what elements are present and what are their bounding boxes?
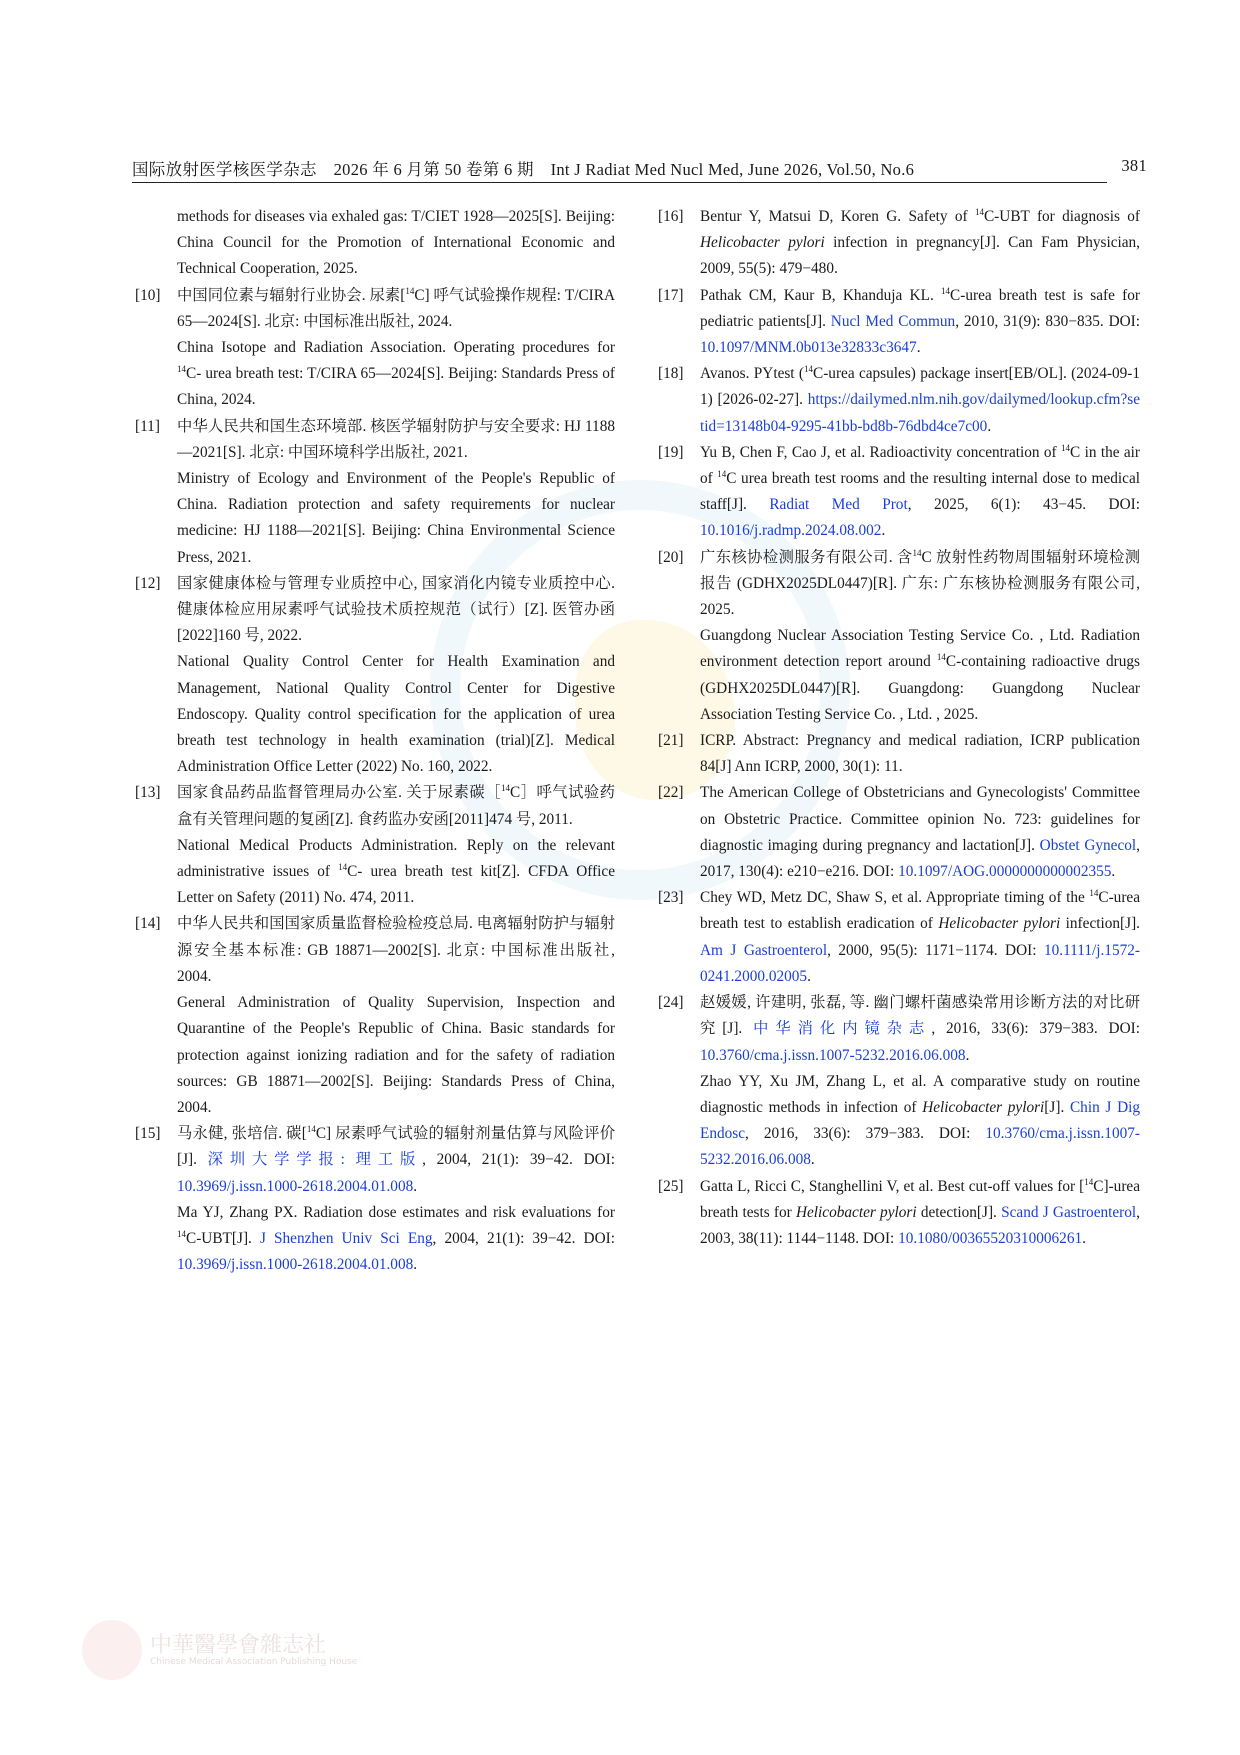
doi-link[interactable]: 10.1111/j.1572-0241.2000.02005 — [700, 941, 1140, 985]
reference-number: [24] — [658, 994, 684, 1012]
text-run: Pathak CM, Kaur B, Khanduja KL. — [700, 286, 942, 304]
reference-18 — [658, 361, 1140, 440]
reference-text-cn — [177, 283, 615, 335]
text-run: 马永健, 张培信. 碳[ — [177, 1125, 307, 1143]
isotope-superscript: 14 — [1061, 442, 1071, 453]
reference-text: Gatta L, Ricci C, Stanghellini V, et al. Best cut-off values for [$^{14}$C]-urea breath tests for Helicobacter pylori detection[J]. Scand J Gastroenterol, 2003, 38(11): 1144−1148. DOI: 10.1080/00365520310006261. — [700, 1176, 1140, 1247]
text-run: C]-urea breath tests for — [700, 1177, 1140, 1221]
text-run: Zhao YY, Xu JM, Zhang L, et al. A comparative study on routine diagnostic methods in infection of — [700, 1072, 1140, 1116]
url-link[interactable]: https://dailymed.nlm.nih.gov/dailymed/lookup.cfm?setid=13148b04-9295-41bb-bd8b-76dbd4ce7c00 — [700, 391, 1140, 435]
text-run: , 2004, 21(1): 39−42. DOI: — [432, 1229, 615, 1247]
isotope-superscript: 14 — [1084, 1176, 1094, 1187]
doi-link[interactable]: 10.3760/cma.j.issn.1007-5232.2016.06.008 — [700, 1046, 966, 1064]
text-run: [J]. — [1044, 1098, 1070, 1116]
reference-text-cn: 马永健, 张培信. 碳[$^{14}$C] 尿素呼气试验的辐射剂量估算与风险评价[J]. 深圳大学学报: 理工版, 2004, 21(1): 39−42. DOI: 10.3969/j.issn.1000-2618.2004.01.008. — [177, 1124, 616, 1195]
journal-link[interactable]: Obstet Gynecol — [1039, 836, 1137, 854]
reference-number: [23] — [658, 889, 684, 907]
reference-number: [14] — [135, 915, 161, 933]
isotope-superscript: 14 — [405, 285, 415, 296]
text-run: National Medical Products Administration. Reply on the relevant administrative issues of — [177, 836, 615, 881]
text-run: Helicobacter pylori — [938, 915, 1061, 933]
text-run: Guangdong Nuclear Association Testing Service Co. , Ltd. Radiation environment detection report around — [700, 627, 1140, 671]
publisher-logo — [82, 1620, 142, 1680]
reference-text-en: General Administration of Quality Supervision, Inspection and Quarantine of the People's Republic of China. Basic standards for protection against ionizing radiation and for the safety of radiation sources: GB 18871—2002[S]. Beijing: Standards Press of China, 2004. — [177, 994, 615, 1116]
doi-link[interactable]: 10.1097/AOG.0000000000002355 — [898, 863, 1112, 881]
reference-number: [20] — [658, 548, 684, 566]
text-run: , 2016, 33(6): 379−383. DOI: — [745, 1125, 986, 1143]
text-run: C-urea breath test is safe for pediatric patients[J]. — [700, 286, 1141, 330]
reference-number: [18] — [658, 365, 684, 383]
reference-number: [25] — [658, 1177, 684, 1195]
text-run: C urea breath test rooms and the resulting internal dose to medical staff[J]. — [700, 470, 1140, 514]
text-run: C- urea breath test: T/CIRA 65—2024[S]. Beijing: Standards Press of China, 2024. — [177, 365, 615, 409]
text-run: Helicobacter pylori — [795, 1203, 917, 1221]
text-run: Gatta L, Ricci C, Stanghellini V, et al. Best cut-off values for [ — [700, 1177, 1085, 1195]
isotope-superscript: 14 — [306, 1124, 316, 1135]
isotope-superscript: 14 — [912, 547, 922, 558]
text-run: C] 尿素呼气试验的辐射剂量估算与风险评价[J]. — [177, 1125, 615, 1169]
reference-number: [16] — [658, 208, 684, 225]
reference-text-en: Zhao YY, Xu JM, Zhang L, et al. A comparative study on routine diagnostic methods in infection of Helicobacter pylori[J]. Chin J Dig Endosc, 2016, 33(6): 379−383. DOI: 10.3760/cma.j.issn.1007-5232.2016.06.008. — [700, 1072, 1141, 1169]
reference-14 — [135, 911, 615, 1121]
reference-text-en — [177, 833, 615, 912]
doi-link[interactable]: 10.1097/MNM.0b013e32833c3647 — [700, 339, 917, 357]
reference-19 — [658, 440, 1140, 545]
isotope-superscript: 14 — [804, 364, 813, 375]
text-run: C 放射性药物周围辐射环境检测报告 (GDHX2025DL0447)[R]. 广东: 广东核协检测服务有限公司, 2025. — [700, 548, 1141, 619]
left-column — [135, 204, 616, 1278]
text-run: infection in pregnancy[J]. Can Fam Physician, 2009, 55(5): 479−480. — [700, 234, 1141, 278]
text-run: Helicobacter pylori — [922, 1098, 1045, 1116]
reference-23 — [658, 885, 1140, 990]
text-run: , 2000, 95(5): 1171−1174. DOI: — [827, 941, 1044, 959]
reference-text-cn: 中华人民共和国国家质量监督检验检疫总局. 电离辐射防护与辐射源安全基本标准: GB 18871—2002[S]. 北京: 中国标准出版社, 2004. — [177, 915, 615, 985]
journal-link[interactable]: Radiat Med Prot — [769, 496, 908, 514]
reference-text-cn: 赵媛媛, 许建明, 张磊, 等. 幽门螺杆菌感染常用诊断方法的对比研究[J]. 中华消化内镜杂志, 2016, 33(6): 379−383. DOI: 10.3760/cma.j.issn.1007-5232.2016.06.008. — [700, 994, 1140, 1064]
text-run: Avanos. PYtest ( — [700, 365, 804, 383]
reference-number: [15] — [135, 1125, 161, 1143]
reference-text: The American College of Obstetricians and Gynecologists' Committee on Obstetric Practice. Committee opinion No. 723: guidelines for diagnostic imaging during pregnancy and lactation[J]. Obstet Gynecol, 2017, 130(4): e210−e216. DOI: 10.1097/AOG.0000000000002355. — [700, 784, 1140, 881]
text-run: C-UBT[J]. — [186, 1229, 260, 1247]
reference-number: [12] — [135, 574, 161, 592]
isotope-superscript: 14 — [177, 364, 186, 375]
journal-link[interactable]: Nucl Med Commun — [830, 312, 956, 330]
text-run: infection[J]. — [1060, 915, 1140, 933]
reference-number: [21] — [658, 732, 684, 750]
text-run: , 2004, 21(1): 39−42. DOI: — [422, 1151, 616, 1169]
reference-text: Yu B, Chen F, Cao J, et al. Radioactivity concentration of $^{14}$C in the air of $^{14}$C urea breath test rooms and the resulting internal dose to medical staff[J]. Radiat Med Prot, 2025, 6(1): 43−45. DOI: 10.1016/j.radmp.2024.08.002. — [700, 442, 1140, 540]
doi-link[interactable]: 10.1016/j.radmp.2024.08.002 — [700, 522, 882, 540]
text-run: C-urea capsules) package insert[EB/OL]. (2024-09-11) [2026-02-27]. — [700, 365, 1140, 409]
isotope-superscript: 14 — [717, 469, 727, 480]
reference-text: Avanos. PYtest ($^{14}$C-urea capsules) package insert[EB/OL]. (2024-09-11) [2026-02-27]. https://dailymed.nlm.nih.gov/dailymed/lookup.cfm?setid=13148b04-9295-41bb-bd8b-76dbd4ce7c00. — [700, 364, 1140, 435]
reference-9-continued — [177, 204, 615, 283]
text-run: Bentur Y, Matsui D, Koren G. Safety of — [700, 208, 975, 225]
publisher-name: 中華醫學會雜志社 — [150, 1633, 327, 1658]
text-run: , 2025, 6(1): 43−45. DOI: — [907, 496, 1140, 514]
text-run: C- urea breath test kit[Z]. CFDA Office Letter on Safety (2011) No. 474, 2011. — [177, 863, 615, 907]
reference-10 — [135, 283, 615, 414]
text-run: C-UBT for diagnosis of — [983, 208, 1140, 225]
text-run: C in the air of — [700, 443, 1140, 488]
text-run: Helicobacter pylori — [700, 234, 825, 252]
reference-15 — [135, 1121, 616, 1278]
text-run: , 2017, 130(4): e210−e216. DOI: — [700, 836, 1140, 881]
reference-text-en — [700, 623, 1140, 728]
text-run: Yu B, Chen F, Cao J, et al. Radioactivity concentration of — [700, 443, 1062, 461]
reference-number: [22] — [658, 784, 684, 802]
text-run: The American College of Obstetricians and Gynecologists' Committee on Obstetric Practice. Committee opinion No. 723: guidelines for diagnostic imaging during pregnancy and lactation[J]. — [700, 784, 1140, 854]
reference-17 — [658, 283, 1141, 362]
reference-number: [11] — [135, 417, 160, 435]
reference-text-en — [177, 335, 615, 414]
reference-text: methods for diseases via exhaled gas: T/CIET 1928—2025[S]. Beijing: China Council for the Promotion of International Economic and Technical Cooperation, 2025. — [177, 208, 615, 278]
reference-number: [19] — [658, 443, 684, 461]
page-number: 381 — [1121, 156, 1147, 175]
isotope-superscript: 14 — [1089, 888, 1099, 899]
text-run: Ma YJ, Zhang PX. Radiation dose estimates and risk evaluations for — [177, 1203, 615, 1221]
doi-link[interactable]: 10.3969/j.issn.1000-2618.2004.01.008 — [177, 1256, 414, 1274]
isotope-superscript: 14 — [338, 862, 348, 873]
journal-line: 国际放射医学核医学杂志 2026 年 6 月第 50 卷第 6 期 Int J Radiat Med Nucl Med, June 2026, Vol.50, No.6 — [132, 160, 915, 179]
reference-11 — [135, 414, 615, 571]
reference-text-en: Ma YJ, Zhang PX. Radiation dose estimates and risk evaluations for $^{14}$C-UBT[J]. J Shenzhen Univ Sci Eng, 2004, 21(1): 39−42. DOI: 10.3969/j.issn.1000-2618.2004.01.008. — [177, 1203, 615, 1274]
right-column — [658, 204, 1141, 1252]
text-run: , 2003, 38(11): 1144−1148. DOI: — [700, 1203, 1140, 1247]
text-run: Chey WD, Metz DC, Shaw S, et al. Appropriate timing of the — [700, 889, 1090, 907]
text-run: 国家食品药品监督管理局办公室. 关于尿素碳［ — [177, 784, 502, 802]
reference-16 — [658, 204, 1141, 283]
text-run: 中国同位素与辐射行业协会. 尿素[ — [177, 286, 406, 304]
isotope-superscript: 14 — [974, 207, 984, 217]
reference-text-cn: 国家健康体检与管理专业质控中心, 国家消化内镜专业质控中心. 健康体检应用尿素呼气试验技术质控规范（试行）[Z]. 医管办函[2022]160 号, 2022. — [177, 574, 615, 645]
text-run: , 2016, 33(6): 379−383. DOI: — [931, 1020, 1140, 1038]
reference-text — [700, 204, 1140, 283]
doi-link[interactable]: 10.3969/j.issn.1000-2618.2004.01.008 — [177, 1177, 414, 1195]
text-run: C-urea breath test to establish eradication of — [700, 889, 1140, 933]
isotope-superscript: 14 — [936, 652, 946, 663]
text-run: detection[J]. — [916, 1203, 1002, 1221]
reference-number: [10] — [135, 286, 161, 304]
isotope-superscript: 14 — [501, 783, 511, 794]
journal-link[interactable]: J Shenzhen Univ Sci Eng — [259, 1229, 433, 1247]
text-run: C-containing radioactive drugs (GDHX2025DL0447)[R]. Guangdong: Guangdong Nuclear Association Testing Service Co. , Ltd. , 2025. — [700, 653, 1140, 723]
reference-text-cn — [177, 780, 615, 832]
text-run: C] 呼气试验操作规程: T/CIRA 65—2024[S]. 北京: 中国标准出版社, 2024. — [177, 286, 615, 330]
journal-link[interactable]: Am J Gastroenterol — [700, 941, 828, 959]
text-run: 广东核协检测服务有限公司. 含 — [700, 548, 913, 566]
reference-24 — [658, 990, 1141, 1173]
reference-text: ICRP. Abstract: Pregnancy and medical radiation, ICRP publication 84[J] Ann ICRP, 2000, 30(1): 11. — [700, 732, 1140, 776]
doi-link[interactable]: 10.1080/00365520310006261 — [898, 1229, 1083, 1247]
reference-22 — [658, 780, 1140, 885]
reference-text-en: Ministry of Ecology and Environment of the People's Republic of China. Radiation protection and safety requirements for nuclear medicine: HJ 1188—2021[S]. Beijing: China Environmental Science Press, 2021. — [177, 470, 615, 566]
publisher-name-en: Chinese Medical Association Publishing House — [150, 1657, 358, 1667]
journal-link[interactable]: Chin J Dig Endosc — [700, 1098, 1141, 1143]
text-run: , 2010, 31(9): 830−835. DOI: — [955, 312, 1141, 330]
running-header — [132, 156, 1147, 183]
reference-20 — [658, 545, 1141, 728]
reference-13 — [135, 780, 615, 911]
reference-text: Chey WD, Metz DC, Shaw S, et al. Appropriate timing of the $^{14}$C-urea breath test to establish eradication of Helicobacter pylori infection[J]. Am J Gastroenterol, 2000, 95(5): 1171−1174. DOI: 10.1111/j.1572-0241.2000.02005. — [700, 888, 1140, 985]
reference-text-cn: 中华人民共和国生态环境部. 核医学辐射防护与安全要求: HJ 1188—2021[S]. 北京: 中国环境科学出版社, 2021. — [177, 417, 615, 461]
reference-number: [13] — [135, 784, 161, 802]
doi-link[interactable]: 10.3760/cma.j.issn.1007-5232.2016.06.008 — [700, 1125, 1140, 1169]
reference-21 — [658, 728, 1140, 780]
reference-25 — [658, 1174, 1140, 1253]
text-run: China Isotope and Radiation Association. Operating procedures for — [177, 339, 615, 357]
reference-text-en: National Quality Control Center for Health Examination and Management, National Quality Control Center for Digestive Endoscopy. Quality control specification for the application of urea breath test technology in health examination (trial)[Z]. Medical Administration Office Letter (2022) No. 160, 2022. — [177, 653, 615, 776]
reference-text-cn — [700, 545, 1140, 624]
reference-12 — [135, 571, 615, 781]
journal-link[interactable]: Scand J Gastroenterol — [1001, 1203, 1137, 1221]
text-run: C］呼气试验药盒有关管理问题的复函[Z]. 食药监办安函[2011]474 号, 2011. — [177, 784, 615, 828]
journal-link[interactable]: 中华消化内镜杂志 — [753, 1020, 932, 1038]
isotope-superscript: 14 — [941, 285, 951, 296]
text-run: 赵媛媛, 许建明, 张磊, 等. 幽门螺杆菌感染常用诊断方法的对比研究[J]. — [700, 994, 1140, 1038]
journal-link[interactable]: 深圳大学学报: 理工版 — [207, 1151, 423, 1169]
reference-number: [17] — [658, 286, 684, 304]
reference-text: Pathak CM, Kaur B, Khanduja KL. $^{14}$C-urea breath test is safe for pediatric patients[J]. Nucl Med Commun, 2010, 31(9): 830−835. DOI: 10.1097/MNM.0b013e32833c3647. — [700, 285, 1141, 357]
isotope-superscript: 14 — [177, 1228, 186, 1239]
